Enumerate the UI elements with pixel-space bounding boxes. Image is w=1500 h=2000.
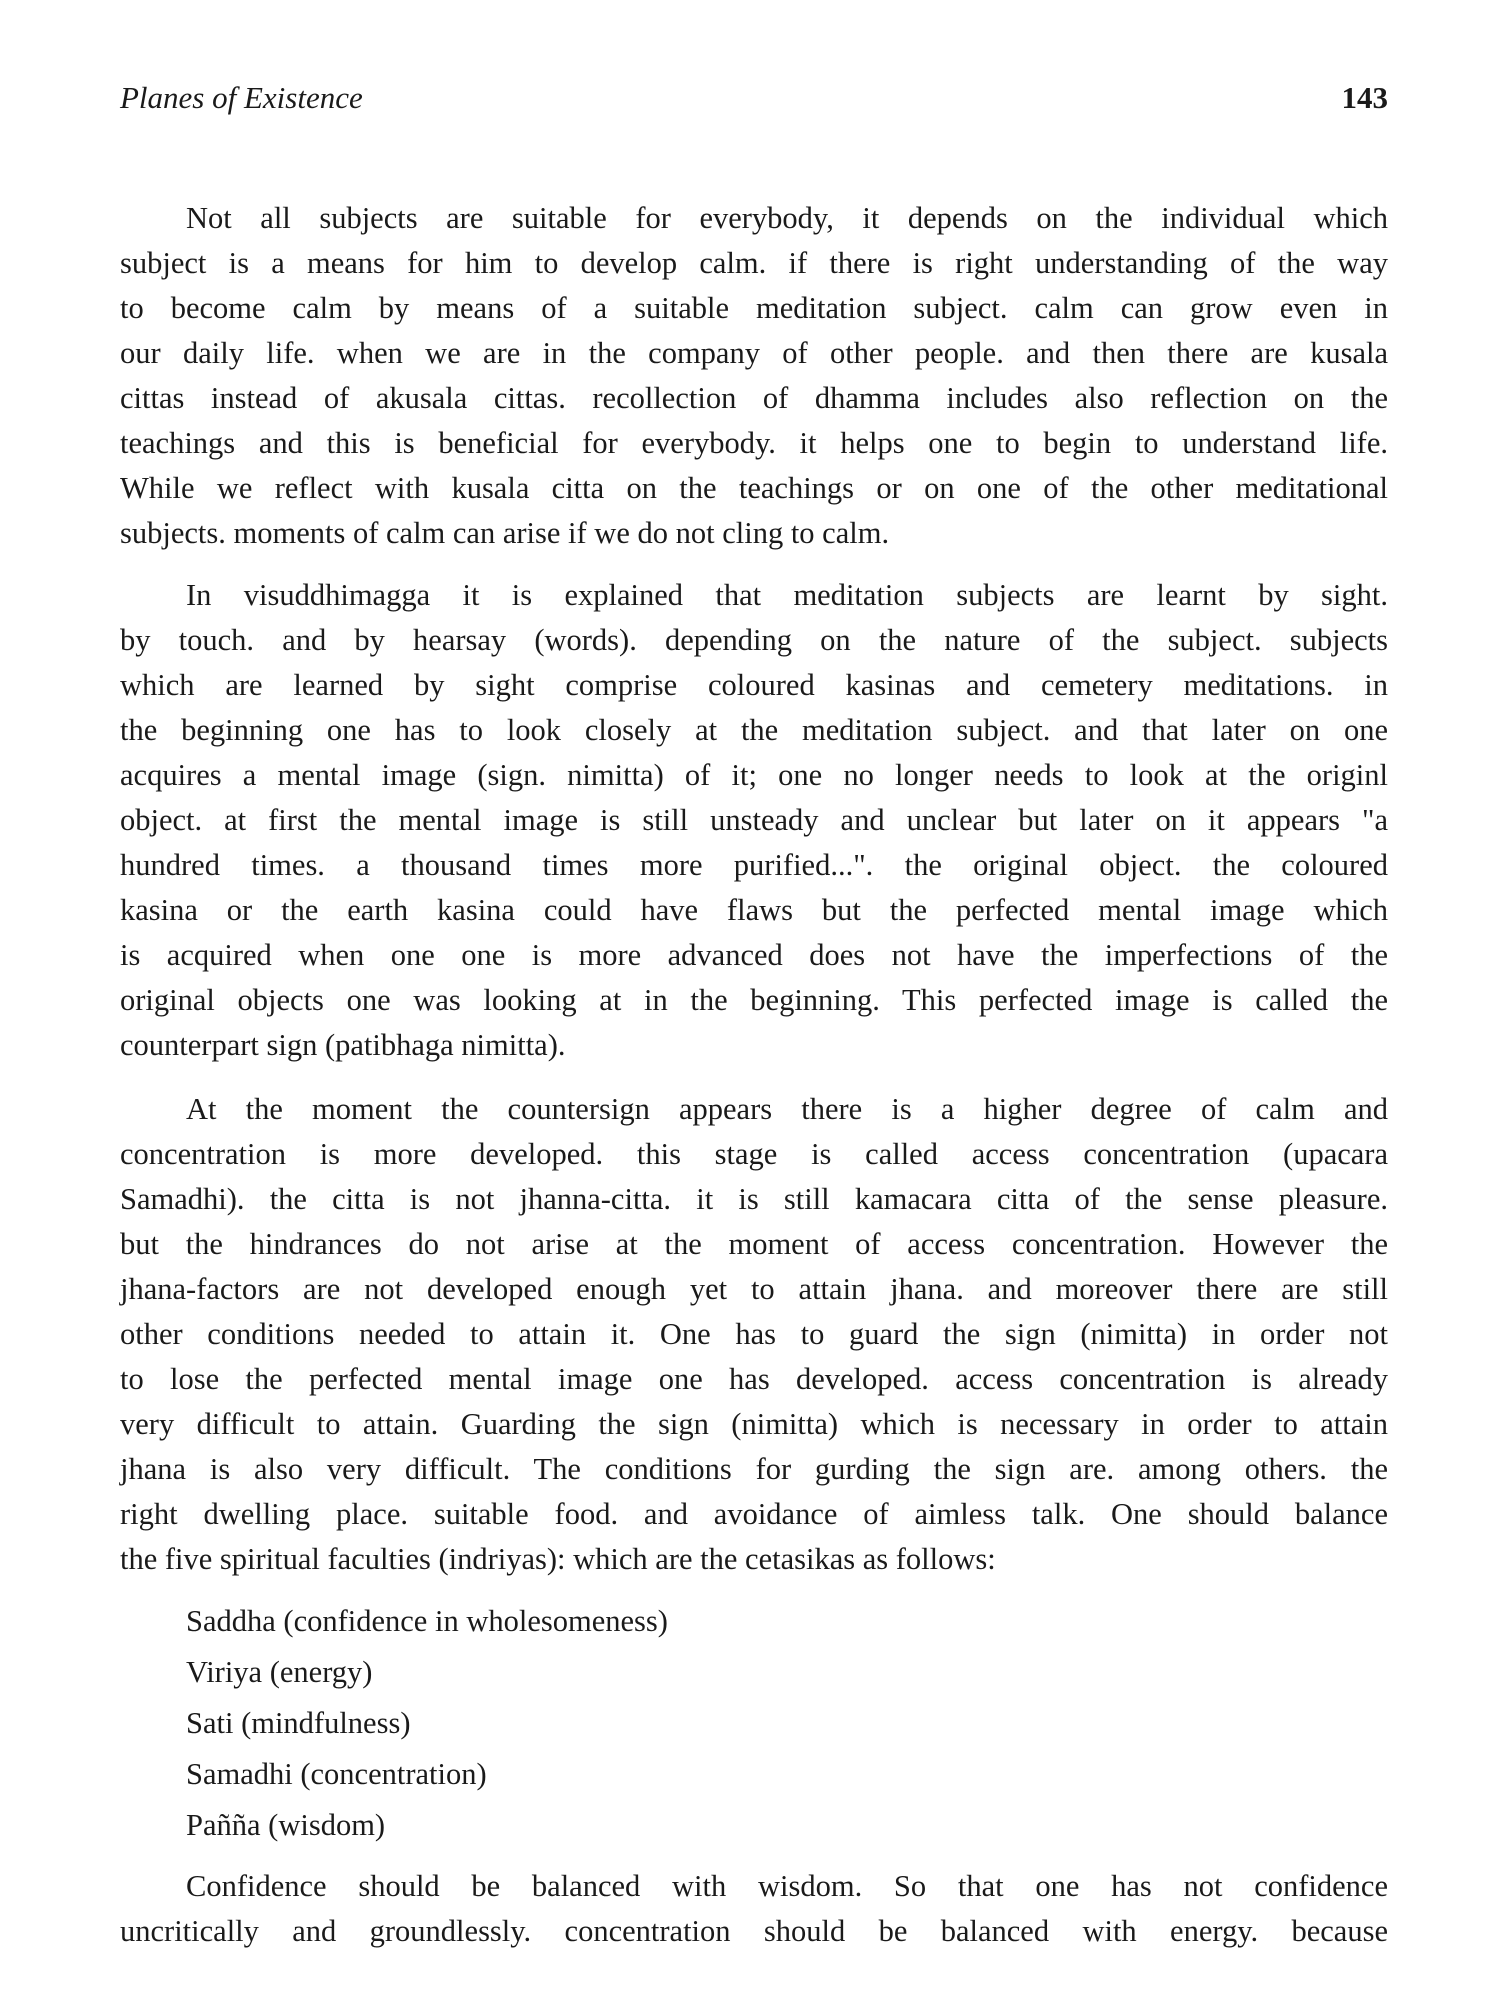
text-line: to lose the perfected mental image one has developed. access concentration is already bbox=[120, 1362, 1388, 1396]
list-item: Pañña (wisdom) bbox=[186, 1808, 386, 1842]
page-number: 143 bbox=[1341, 80, 1388, 115]
text-line: the beginning one has to look closely at the meditation subject. and that later on one bbox=[120, 713, 1388, 747]
text-line: by touch. and by hearsay (words). depending on the nature of the subject. subjects bbox=[120, 623, 1388, 657]
list-item: Viriya (energy) bbox=[186, 1655, 373, 1689]
text-line: the five spiritual faculties (indriyas): which are the cetasikas as follows: bbox=[120, 1542, 996, 1576]
text-line: cittas instead of akusala cittas. recollection of dhamma includes also reflection on the bbox=[120, 381, 1388, 415]
text-line: teachings and this is beneficial for everybody. it helps one to begin to understand life. bbox=[120, 426, 1388, 460]
text-line: subjects. moments of calm can arise if we do not cling to calm. bbox=[120, 516, 890, 550]
text-line: Samadhi). the citta is not jhanna-citta. it is still kamacara citta of the sense pleasure. bbox=[120, 1182, 1388, 1216]
text-line: subject is a means for him to develop calm. if there is right understanding of the way bbox=[120, 246, 1388, 280]
list-item: Samadhi (concentration) bbox=[186, 1757, 487, 1791]
text-line: kasina or the earth kasina could have flaws but the perfected mental image which bbox=[120, 893, 1388, 927]
text-line: While we reflect with kusala citta on the teachings or on one of the other meditational bbox=[120, 471, 1388, 505]
text-line: jhana-factors are not developed enough yet to attain jhana. and moreover there are still bbox=[120, 1272, 1388, 1306]
paragraph-1 bbox=[120, 196, 1388, 556]
text-line: concentration is more developed. this stage is called access concentration (upacara bbox=[120, 1137, 1388, 1171]
paragraph-3 bbox=[120, 1087, 1388, 1582]
text-line: In visuddhimagga it is explained that meditation subjects are learnt by sight. bbox=[186, 578, 1388, 612]
paragraph-2 bbox=[120, 573, 1388, 1068]
list-item: Sati (mindfulness) bbox=[186, 1706, 411, 1740]
text-line: is acquired when one one is more advanced does not have the imperfections of the bbox=[120, 938, 1388, 972]
running-header-title: Planes of Existence bbox=[120, 80, 363, 115]
text-line: our daily life. when we are in the company of other people. and then there are kusala bbox=[120, 336, 1388, 370]
list-item: Saddha (confidence in wholesomeness) bbox=[186, 1604, 668, 1638]
text-line: right dwelling place. suitable food. and avoidance of aimless talk. One should balance bbox=[120, 1497, 1388, 1531]
faculties-list bbox=[186, 1596, 668, 1851]
text-line: Confidence should be balanced with wisdom. So that one has not confidence bbox=[186, 1869, 1388, 1903]
text-line: other conditions needed to attain it. One has to guard the sign (nimitta) in order not bbox=[120, 1317, 1388, 1351]
text-line: jhana is also very difficult. The conditions for gurding the sign are. among others. the bbox=[120, 1452, 1388, 1486]
text-line: hundred times. a thousand times more purified...". the original object. the coloured bbox=[120, 848, 1388, 882]
text-line: which are learned by sight comprise coloured kasinas and cemetery meditations. in bbox=[120, 668, 1388, 702]
text-line: original objects one was looking at in the beginning. This perfected image is called the bbox=[120, 983, 1388, 1017]
text-line: Not all subjects are suitable for everybody, it depends on the individual which bbox=[186, 201, 1388, 235]
text-line: to become calm by means of a suitable meditation subject. calm can grow even in bbox=[120, 291, 1388, 325]
text-line: counterpart sign (patibhaga nimitta). bbox=[120, 1028, 566, 1062]
text-line: acquires a mental image (sign. nimitta) of it; one no longer needs to look at the originl bbox=[120, 758, 1388, 792]
paragraph-4 bbox=[120, 1864, 1388, 1954]
text-line: At the moment the countersign appears there is a higher degree of calm and bbox=[186, 1092, 1388, 1126]
text-line: very difficult to attain. Guarding the sign (nimitta) which is necessary in order to attain bbox=[120, 1407, 1388, 1441]
text-line: object. at first the mental image is still unsteady and unclear but later on it appears "a bbox=[120, 803, 1388, 837]
text-line: but the hindrances do not arise at the moment of access concentration. However the bbox=[120, 1227, 1388, 1261]
text-line: uncritically and groundlessly. concentration should be balanced with energy. because bbox=[120, 1914, 1388, 1948]
